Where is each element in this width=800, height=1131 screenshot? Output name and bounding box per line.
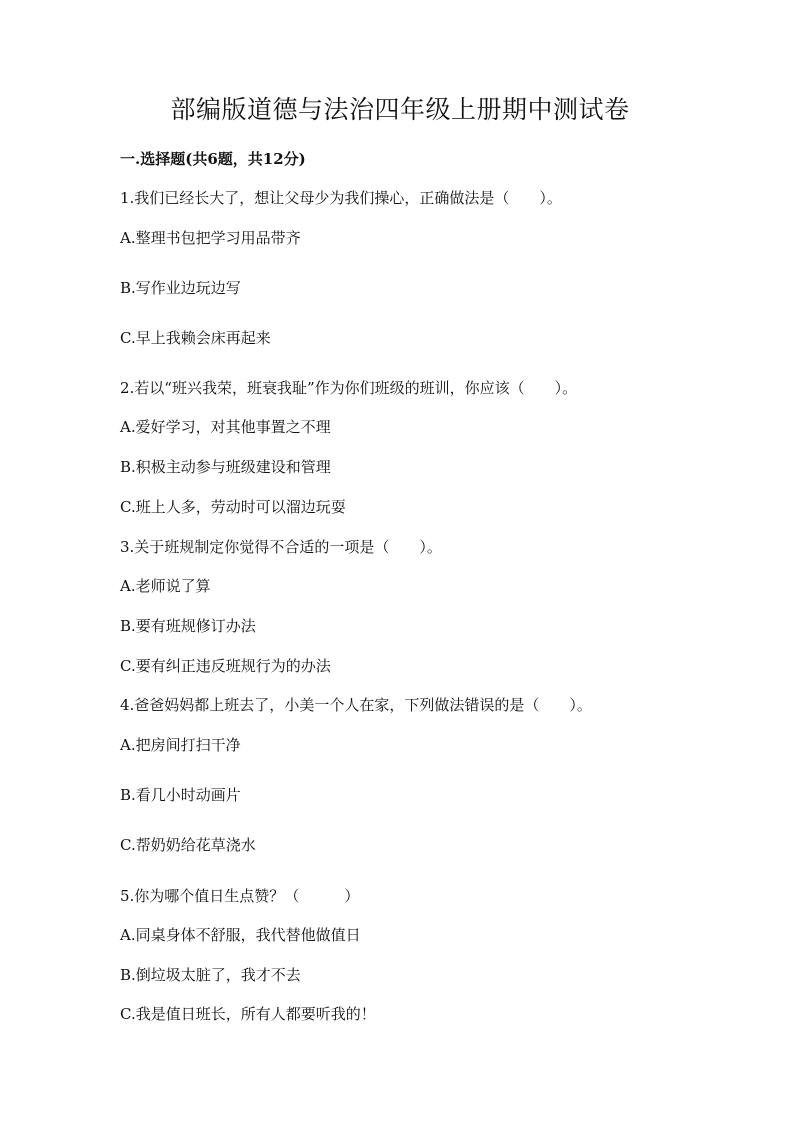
question-stem: 2.若以“班兴我荣，班衰我耻”作为你们班级的班训，你应该（ ）。 (120, 379, 578, 397)
question-option: C.帮奶奶给花草浇水 (120, 836, 256, 854)
question-stem: 5.你为哪个值日生点赞？（ ） (120, 887, 360, 905)
question-option: C.我是值日班长，所有人都要听我的！ (120, 1005, 376, 1023)
question-option: A.爱好学习，对其他事置之不理 (120, 418, 331, 436)
question-option: C.要有纠正违反班规行为的办法 (120, 657, 331, 675)
question-option: B.看几小时动画片 (120, 786, 241, 804)
question-stem: 4.爸爸妈妈都上班去了，小美一个人在家，下列做法错误的是（ ）。 (120, 696, 592, 714)
question-stem: 3.关于班规制定你觉得不合适的一项是（ ）。 (120, 538, 442, 556)
question-stem: 1.我们已经长大了，想让父母少为我们操心，正确做法是（ ）。 (120, 189, 562, 207)
section-header: 一.选择题(共6题，共12分) (120, 150, 306, 168)
question-option: B.要有班规修订办法 (120, 617, 256, 635)
question-option: B.写作业边玩边写 (120, 279, 241, 297)
question-option: A.把房间打扫干净 (120, 736, 241, 754)
page-title: 部编版道德与法治四年级上册期中测试卷 (170, 95, 630, 124)
question-option: A.老师说了算 (120, 577, 211, 595)
question-option: A.整理书包把学习用品带齐 (120, 229, 301, 247)
question-option: A.同桌身体不舒服，我代替他做值日 (120, 926, 361, 944)
question-option: C.班上人多，劳动时可以溜边玩耍 (120, 498, 346, 516)
question-option: B.积极主动参与班级建设和管理 (120, 458, 331, 476)
question-option: C.早上我赖会床再起来 (120, 329, 271, 347)
question-option: B.倒垃圾太脏了，我才不去 (120, 966, 301, 984)
